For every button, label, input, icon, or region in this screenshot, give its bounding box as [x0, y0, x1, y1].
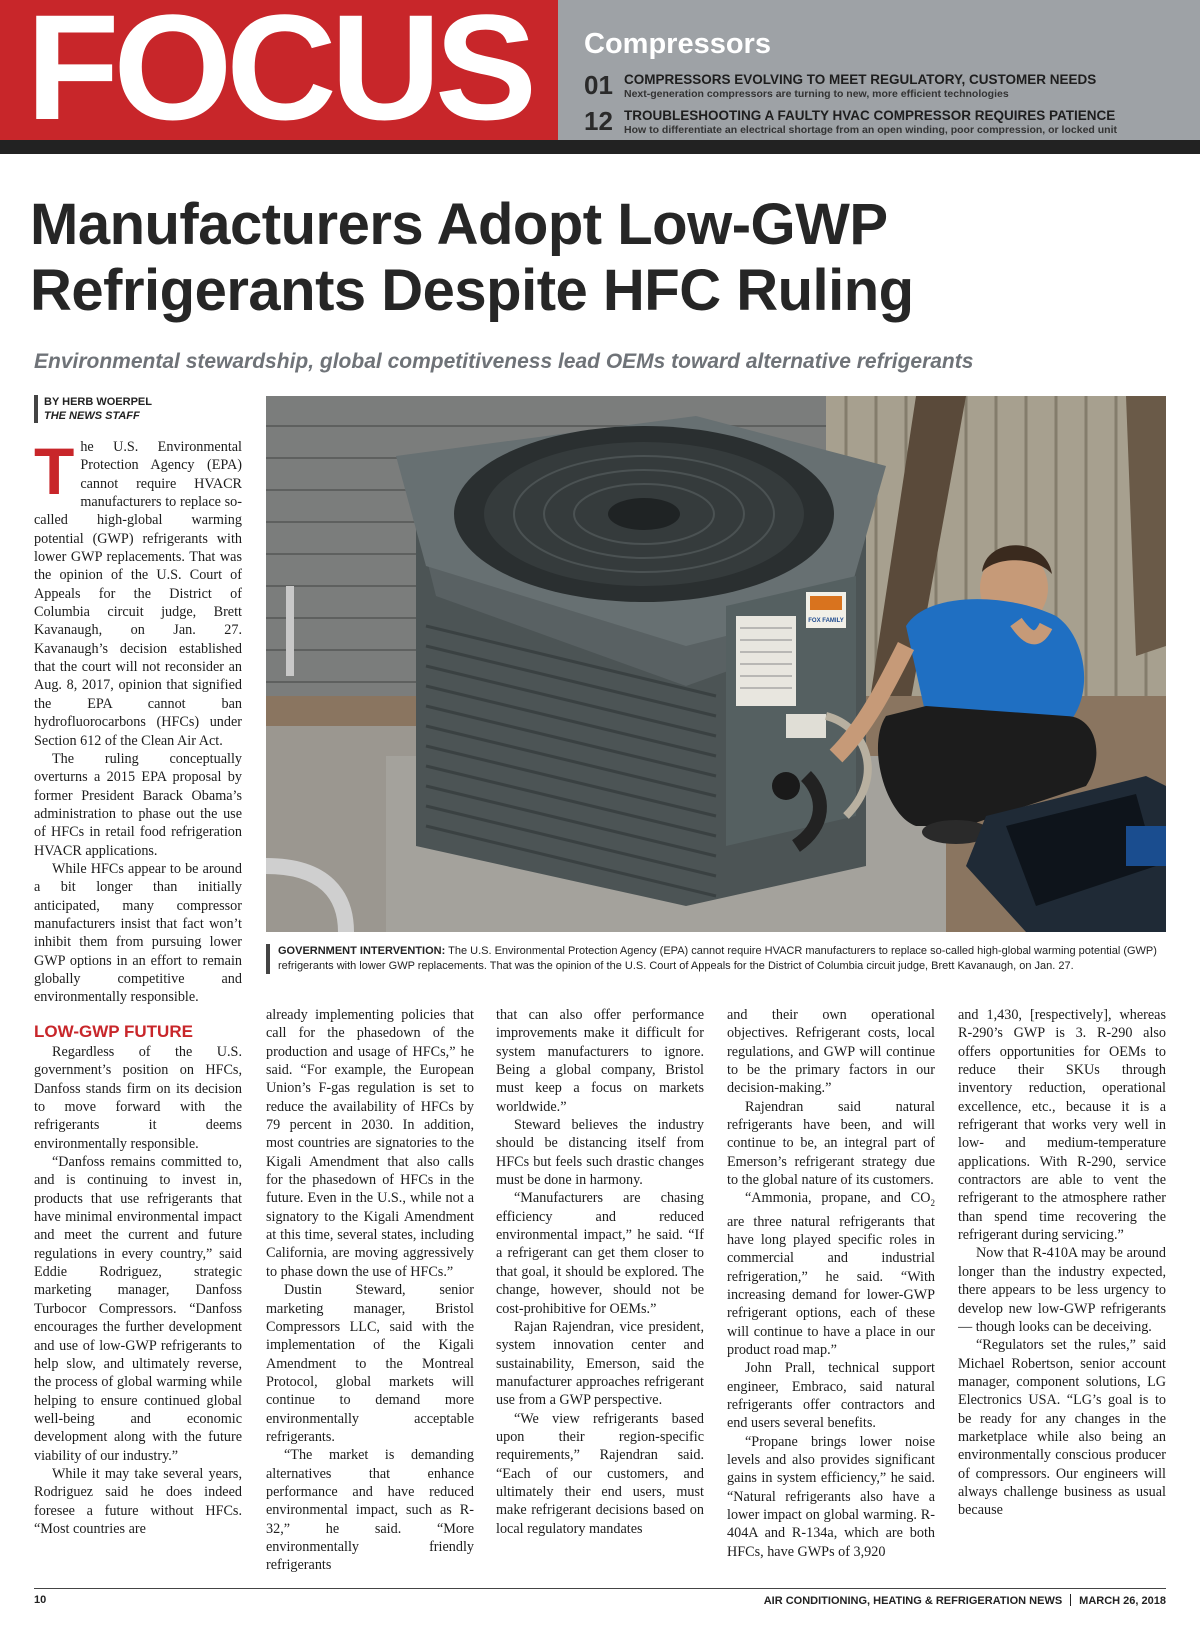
byline-author: BY HERB WOERPEL	[44, 396, 152, 408]
paragraph: “Danfoss remains committed to, and is continuing to invest in, products that use refrigerants that have minimal environmental impact and meet the current and future regulations in every country,” said Eddie Rodriguez, strategic marketing manager, Danfoss Turbocor Compressors. “Danfoss encourages the further development and use of low-GWP refrigerants to help slow, and ultimately reverse, the process of global warming while helping to ensure continued global well-being and economic development along with the future viability of our industry.”	[34, 1154, 242, 1464]
publication-name: AIR CONDITIONING, HEATING & REFRIGERATION NEWS	[763, 1595, 1063, 1607]
paragraph	[727, 1189, 935, 1359]
toc-subtitle: Next-generation compressors are turning to new, more efficient technologies	[624, 88, 1009, 100]
paragraph: Dustin Steward, senior marketing manager, Bristol Compressors LLC, said with the implementation of the Kigali Amendment to the Montreal Protocol, global markets will continue to demand more environmentally acceptable refrigerants.	[266, 1282, 474, 1445]
footer-separator	[1070, 1594, 1071, 1606]
paragraph: already implementing policies that call for the phasedown of the production and usage of HFCs,” he said. “For example, the European Union’s F-gas regulation is set to reduce the availability of HFCs by 79 percent in 2030. In addition, most countries are signatories to the Kigali Amendment that also calls for the phasedown of HFCs in the future. Even in the U.S., while not a signatory to the Kigali Amendment at this time, several states, including California, are moving aggressively to phase down the use of HFCs.”	[266, 1007, 474, 1280]
paragraph: Now that R-410A may be around longer than the industry expected, there appears to be less urgency to develop new low-GWP refrigerants — though looks can be deceiving.	[958, 1245, 1166, 1335]
focus-banner	[0, 0, 558, 140]
headline-line-2: Refrigerants Despite HFC Ruling	[30, 258, 914, 323]
section-title: Compressors	[584, 28, 771, 60]
header-divider	[0, 140, 1200, 154]
footer-divider	[34, 1588, 1166, 1589]
caption-label: GOVERNMENT INTERVENTION:	[278, 945, 446, 957]
drop-cap: T	[34, 438, 75, 508]
toc-page-number: 12	[584, 106, 613, 136]
paragraph: The ruling conceptually overturns a 2015 EPA proposal by former President Barack Obama’s administration to phase out the use of HFCs in retail food refrigeration HVACR applications.	[34, 750, 242, 859]
paragraph: “Manufacturers are chasing efficiency and reduced environmental impact,” he said. “If a refrigerant can get them closer to that goal, it should be explored. The change, however, should not be cost-prohibitive for OEMs.”	[496, 1190, 704, 1317]
paragraph-text: are three natural refrigerants that have long played specific roles in commercial and industrial refrigeration,” he said. “With increasing demand for lower-GWP refrigerant options, each of these will continue to have a place in our product road map.”	[727, 1213, 935, 1359]
toc-entry[interactable]	[584, 70, 1194, 106]
headline-line-1: Manufacturers Adopt Low-GWP	[30, 192, 888, 257]
article-photo	[266, 396, 1166, 932]
paragraph: John Prall, technical support engineer, Embraco, said natural refrigerants offer contractors and end users several benefits.	[727, 1360, 935, 1432]
paragraph: While HFCs appear to be around a bit longer than initially anticipated, many compressor manufacturers insist that fact won’t inhibit them from pursuing lower GWP options in an effort to remain globally competitive and environmentally responsible.	[34, 860, 242, 1006]
subscript-2: 2	[930, 1198, 935, 1209]
section-toc-panel	[558, 0, 1200, 140]
unit-brand-label: FOX FAMILY	[808, 618, 844, 624]
toc-entry[interactable]	[584, 106, 1194, 142]
paragraph: “We view refrigerants based upon their region-specific requirements,” Rajendran said. “Each of our customers, and ultimately their end users, must make refrigerant decisions based on local regulatory mandates	[496, 1410, 704, 1537]
paragraph: Steward believes the industry should be distancing itself from HFCs but feels such drastic changes must be done in harmony.	[496, 1117, 704, 1189]
paragraph: and 1,430, [respectively], whereas R-290’s GWP is 3. R-290 also offers opportunities for OEMs to reduce their SKUs through inventory reduction, operational excellence, etc., because it is a refrigerant that works very well in low- and medium-temperature applications. With R-290, service contractors are able to vent the refrigerant to the atmosphere rather than spend time recovering the refrigerant during servicing.”	[958, 1007, 1166, 1244]
paragraph: Rajendran said natural refrigerants have been, and will continue to be, an integral part of Emerson’s refrigerant strategy due to the global nature of its customers.	[727, 1098, 935, 1189]
photo-caption	[266, 944, 1166, 974]
paragraph: Regardless of the U.S. government’s position on HFCs, Danfoss stands firm on its decision to move forward with the refrigerants it deems environmentally responsible.	[34, 1044, 242, 1152]
section-header	[0, 0, 1200, 154]
paragraph: Rajan Rajendran, vice president, system innovation center and sustainability, Emerson, said the manufacturer approaches refrigerant use from a GWP perspective.	[496, 1318, 704, 1409]
toc-title: COMPRESSORS EVOLVING TO MEET REGULATORY, CUSTOMER NEEDS	[624, 72, 1097, 87]
caption-text: The U.S. Environmental Protection Agency (EPA) cannot require HVACR manufacturers to replace so-called high-global warming potential (GWP) refrigerants with lower GWP replacements. That was the opinion of the U.S. Court of Appeals for the District of Columbia circuit judge, Brett Kavanaugh, on Jan. 27.	[278, 945, 1157, 972]
paragraph: “Regulators set the rules,” said Michael Robertson, senior account manager, component solutions, LG Electronics USA. “LG’s goal is to be ready for any changes in the marketplace while also being an environmentally conscious producer of compressors. Our engineers will always challenge business as usual because	[958, 1337, 1166, 1519]
focus-title: FOCUS	[26, 0, 531, 140]
article-column-2	[266, 1006, 474, 1578]
page-number: 10	[34, 1594, 47, 1606]
toc-page-number: 01	[584, 70, 613, 100]
article-column-1	[34, 438, 242, 1578]
article-column-5	[958, 1006, 1166, 1578]
article-headline	[30, 192, 1170, 324]
paragraph: and their own operational objectives. Refrigerant costs, local regulations, and GWP will continue to be the primary factors in our decision-making.”	[727, 1007, 935, 1097]
toc-title: TROUBLESHOOTING A FAULTY HVAC COMPRESSOR REQUIRES PATIENCE	[624, 108, 1116, 123]
paragraph-text: he U.S. Environmental Protection Agency (EPA) cannot require HVACR manufacturers to replace so-called high-global warming potential (GWP) refrigerants with lower GWP replacements. That was the opinion of the U.S. Court of Appeals for the District of Columbia circuit judge, Brett Kavanaugh, on Jan. 27. Kavanaugh’s decision established that the court will not reconsider an Aug. 8, 2017, opinion that signified the EPA cannot ban hydrofluorocarbons (HFCs) under Section 612 of the Clean Air Act.	[34, 439, 242, 749]
article-deck: Environmental stewardship, global competitiveness lead OEMs toward alternative refrigerants	[34, 350, 974, 373]
article-column-3	[496, 1006, 704, 1578]
paragraph: “Propane brings lower noise levels and also provides significant gains in system efficiency,” he said. “Natural refrigerants also have a lower impact on global warming. R-404A and R-134a, which are both HFCs, have GWPs of 3,920	[727, 1433, 935, 1560]
paragraph: While it may take several years, Rodriguez said he does indeed foresee a future without HFCs. “Most countries are	[34, 1465, 242, 1537]
byline-staff: THE NEWS STAFF	[44, 410, 140, 422]
photo-ac-unit-technician	[266, 396, 1166, 932]
paragraph	[34, 438, 242, 750]
byline	[34, 395, 244, 423]
paragraph-text: “Ammonia, propane, and CO	[745, 1190, 931, 1207]
paragraph: “The market is demanding alternatives that enhance performance and have reduced environmental impact, such as R-32,” he said. “More environmentally friendly refrigerants	[266, 1447, 474, 1574]
toc-subtitle: How to differentiate an electrical shortage from an open winding, poor compression, or locked unit	[624, 124, 1117, 136]
section-subhead: LOW-GWP FUTURE	[34, 1021, 193, 1041]
issue-date: MARCH 26, 2018	[1079, 1595, 1166, 1607]
paragraph: that can also offer performance improvements make it difficult for system manufacturers to ignore. Being a global company, Bristol must keep a focus on markets worldwide.”	[496, 1007, 704, 1115]
footer-publication-info	[764, 1594, 1166, 1607]
article-column-4	[727, 1006, 935, 1578]
